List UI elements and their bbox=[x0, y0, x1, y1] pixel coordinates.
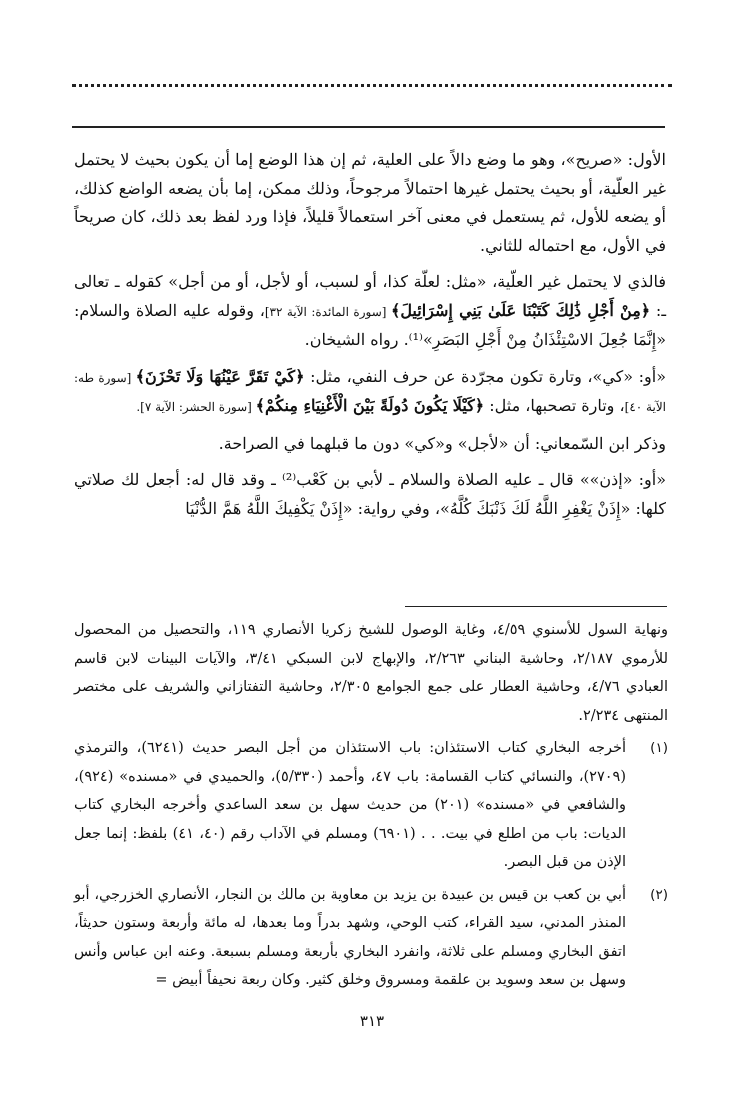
paragraph-samani: وذكر ابن السّمعاني: أن «لأجل» و«كي» دون ما قبلهما في الصراحة. bbox=[218, 433, 666, 453]
footnote-text: أخرجه البخاري كتاب الاستئذان: باب الاستئذان من أجل البصر حديث (٦٢٤١)، والترمذي (٢٧٠٩)، والنسائي كتاب القسامة: باب ٤٧، وأحمد (٥/٣٣٠)، والحميدي في «مسنده» (٩٢٤)، والشافعي في «مسنده» (٢٠١) من حديث سهل بن سعد الساعدي وأخرجه البخاري كتاب الديات: باب من اطلع في بيت. . . (٦٩٠١) ومسلم في الآداب رقم (٤٠، ٤١) بلفظ: إنما جعل الإذن من قبل البصر. bbox=[74, 740, 627, 870]
paragraph-kay bbox=[74, 363, 666, 422]
quran-verse: ﴿كَيْ تَقَرَّ عَيْنُهَا وَلَا تَحْزَنَ﴾ bbox=[135, 366, 305, 386]
verse-reference: [سورة طه: الآية ٤٠] bbox=[74, 370, 666, 414]
footnote-2 bbox=[74, 881, 668, 995]
page-number: ٣١٣ bbox=[359, 1012, 385, 1030]
header-dotted-line bbox=[72, 84, 672, 87]
footnote-number: (١) bbox=[650, 740, 668, 756]
quran-verse: ﴿كَيْلَا يَكُونَ دُولَةً بَيْنَ الْأَغْنِيَاءِ مِنكُمْ﴾ bbox=[255, 396, 485, 415]
quran-verse: ﴿مِنْ أَجْلِ ذَٰلِكَ كَتَبْنَا عَلَىٰ بَنِي إِسْرَائِيلَ﴾ bbox=[390, 300, 651, 320]
footnotes bbox=[74, 616, 668, 999]
footnote-1 bbox=[74, 734, 668, 877]
main-text bbox=[74, 146, 666, 531]
paragraph-idhan: «أو: «إذن»» قال ـ عليه الصلاة والسلام ـ لأبي بن كَعْب⁽²⁾ ـ وقد قال له: أجعل لك صلاتي كلها: «إِذَنْ يَغْفِرِ اللَّهُ لَكَ ذَنْبَكَ كُلَّهُ»، وفي رواية: «إِذَنْ يَكْفِيكَ اللَّهُ هَمَّ الدُّنْيَا bbox=[74, 470, 667, 518]
footnote-continued bbox=[74, 616, 668, 730]
text-segment: «أو: «كي»، وتارة تكون مجرّدة عن حرف النفي، مثل: bbox=[304, 366, 666, 386]
paragraph-li-ajl bbox=[74, 268, 666, 355]
footnote-separator bbox=[405, 606, 667, 607]
header-rule bbox=[72, 126, 665, 128]
text-segment: فالذي لا يحتمل غير العلّية، «مثل: لعلّة كذا، أو لسبب، أو لأجل، أو من أجل» كقوله ـ تعالى ـ: bbox=[74, 272, 667, 320]
text-segment: ، وتارة تصحبها، مثل: bbox=[484, 396, 625, 415]
footnote-text: أبي بن كعب بن قيس بن عبيدة بن يزيد بن معاوية بن مالك بن النجار، الأنصاري الخزرجي، أبو المنذر المدني، سيد القراء، كتب الوحي، وشهد بدراً وما بعدها، له مائة وأربعة وستون حديثاً، اتفق البخاري ومسلم على ثلاثة، وانفرد البخاري بأربعة ومسلم بسبعة. وعنه ابن عباس وأنس وسهل بن سعد وسويد بن علقمة ومسروق وخلق كثير. وكان ربعة نحيفاً أبيض = bbox=[74, 886, 626, 988]
verse-reference: [سورة الحشر: الآية ٧]. bbox=[136, 400, 256, 414]
footnote-text: ونهاية السول للأسنوي ٤/٥٩، وغاية الوصول للشيخ زكريا الأنصاري ١١٩، والتحصيل من المحصول للأرموي ٢/١٨٧، وحاشية البناني ٢/٢٦٣، والإبهاج لابن السبكي ٣/٤١، والآيات البينات لابن قاسم العبادي ٤/٧٦، وحاشية العطار على جمع الجوامع ٢/٣٠٥، وحاشية التفتازاني والشريف على مختصر المنتهى ٢/٢٣٤. bbox=[74, 622, 668, 724]
footnote-number: (٢) bbox=[650, 886, 668, 903]
paragraph-sarih: الأول: «صريح»، وهو ما وضع دالاً على العلية، ثم إن هذا الوضع إما أن يكون بحيث لا يحتمل غير العلّية، أو بحيث يحتمل غيرها احتمالاً مرجوحاً، وذلك ممكن، إما بأن يضعه الواضع كذلك، أو يضعه للأول، ثم يستعمل في معنى آخر استعمالاً قليلاً، فإذا ورد لفظ بعد ذلك، كان صريحاً في الأول، مع احتماله للثاني. bbox=[74, 150, 667, 255]
text-segment: ، وقوله عليه الصلاة والسلام: «إِنَّمَا جُعِلَ الاسْتِئْذَانُ مِنْ أَجْلِ البَصَرِ»⁽¹⁾. رواه الشيخان. bbox=[74, 300, 666, 349]
verse-reference: [سورة المائدة: الآية ٣٢] bbox=[264, 304, 391, 319]
